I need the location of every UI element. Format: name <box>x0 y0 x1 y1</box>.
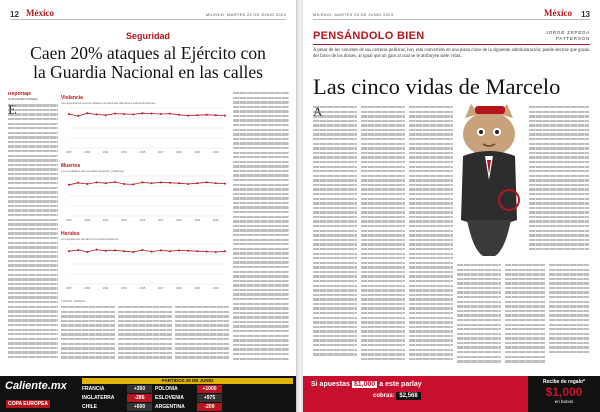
left-date-line: MILENIO, MARTES 25 DE JUNIO 2024 <box>205 12 286 17</box>
data-point <box>206 114 208 116</box>
data-point <box>96 113 98 115</box>
data-point <box>105 114 107 116</box>
team: INGLATERRA <box>82 395 115 401</box>
data-point <box>105 182 107 184</box>
tick-label: 2015 <box>139 219 146 222</box>
odds: +1000 <box>197 385 222 393</box>
data-point <box>132 251 134 253</box>
tick-label: 2017 <box>157 219 164 222</box>
team: FRANCIA <box>82 386 105 392</box>
right-section-label: México <box>544 8 572 18</box>
data-point <box>151 251 153 253</box>
data-point <box>68 250 70 252</box>
right-page <box>303 0 600 412</box>
chart-source: FUENTE: SEDENA <box>61 299 86 303</box>
data-point <box>68 184 70 186</box>
tick-label: 2023 <box>212 151 219 154</box>
match-row[interactable] <box>82 385 293 393</box>
chart-title: Muertos <box>61 163 81 169</box>
left-column-1-lines <box>8 104 58 358</box>
match-rows <box>82 385 293 411</box>
data-point <box>196 114 198 116</box>
data-point <box>123 113 125 115</box>
parlay-suffix: a este parlay <box>379 381 422 388</box>
chart-subtitle: Los agresores heridos por enfrentamientos <box>61 237 119 241</box>
left-column-5 <box>233 92 289 368</box>
data-point <box>141 249 143 251</box>
opinion-headline: Las cinco vidas de Marcelo <box>313 74 561 99</box>
odds: -286 <box>127 394 152 402</box>
left-kicker: Seguridad <box>125 31 170 41</box>
cobras-line <box>373 393 421 399</box>
left-byline-name: GUILLERMO RIVERA <box>8 96 38 101</box>
tick-label: 2019 <box>176 219 183 222</box>
left-headline <box>24 44 272 82</box>
odds: +350 <box>127 385 152 393</box>
data-point <box>215 251 217 253</box>
author-line-2: PATTERSON <box>555 36 590 41</box>
data-point <box>215 114 217 116</box>
data-point <box>224 183 226 185</box>
tick-label: 2011 <box>102 287 109 290</box>
cobras-amount: $2,568 <box>396 392 420 400</box>
right-column-5 <box>505 264 545 368</box>
data-point <box>169 113 171 115</box>
opinion-dek: A pesar de los vaivenes de sus carreras políticas, hoy está convertido en una pieza clave de la siguiente administración; puede decirse que gozan del favor de los dioses, al igual que un gato al cual se le atribuyen siete vidas. <box>313 48 590 59</box>
bonus-suffix: en bonos <box>554 399 574 404</box>
data-point <box>96 249 98 251</box>
left-byline-label: Reportaje <box>8 92 32 97</box>
data-point <box>169 250 171 252</box>
tick-label: 2013 <box>121 151 127 154</box>
tick-label: 2009 <box>84 151 91 154</box>
tick-label: 2007 <box>66 287 72 290</box>
cat-head-shape <box>463 112 515 156</box>
opinion-kicker: PENSÁNDOLO BIEN <box>313 30 425 42</box>
tick-label: 2017 <box>157 151 164 154</box>
data-point <box>132 183 134 185</box>
team: POLONIA <box>155 386 178 392</box>
cobras-label: cobras: <box>373 393 395 399</box>
tick-label: 2019 <box>176 287 183 290</box>
data-point <box>68 113 70 115</box>
author <box>546 30 590 42</box>
data-point <box>96 181 98 183</box>
tick-label: 2021 <box>194 219 201 222</box>
tick-label: 2023 <box>212 219 219 222</box>
tick-label: 2015 <box>139 151 146 154</box>
data-point <box>151 113 153 115</box>
right-column-1 <box>313 106 357 368</box>
tick-label: 2021 <box>194 287 201 290</box>
data-point <box>77 182 79 184</box>
odds: +975 <box>197 394 222 402</box>
left-headline-line-1: Caen 20% ataques al Ejército con <box>30 43 266 63</box>
odds: +600 <box>127 403 152 411</box>
data-point <box>224 115 226 117</box>
right-column-2 <box>361 106 405 368</box>
left-column-2 <box>61 306 115 370</box>
tick-label: 2011 <box>102 151 109 154</box>
data-point <box>141 112 143 114</box>
match-row[interactable] <box>82 403 293 411</box>
data-point <box>86 183 88 185</box>
data-point <box>114 249 116 251</box>
bonus-title: Recibe de regalo* <box>543 379 585 385</box>
right-column-4 <box>457 264 501 368</box>
tick-label: 2009 <box>84 287 91 290</box>
tick-label: 2013 <box>121 219 127 222</box>
series-line <box>69 250 225 252</box>
right-date-line: MILENIO, MARTES 25 DE JUNIO 2024 <box>313 12 394 17</box>
left-headline-line-2: la Guardia Nacional en las calles <box>33 62 263 82</box>
tick-label: 2007 <box>66 219 72 222</box>
data-point <box>187 250 189 252</box>
data-point <box>123 183 125 185</box>
data-point <box>123 250 125 252</box>
kicker-rule <box>313 44 590 45</box>
right-column-7 <box>549 264 589 368</box>
bonus-amount: $1,000 <box>545 385 583 399</box>
left-page <box>0 0 297 412</box>
data-point <box>114 113 116 115</box>
series-line <box>69 113 225 116</box>
chart-subtitle: Las agresiones contra militares durante las diferentes administraciones <box>61 101 156 105</box>
cat-crown <box>475 106 505 114</box>
left-running-header <box>10 8 286 20</box>
left-column-3 <box>118 306 172 370</box>
team: ARGENTINA <box>155 404 185 410</box>
tick-label: 2011 <box>102 219 109 222</box>
data-point <box>206 181 208 183</box>
data-point <box>196 182 198 184</box>
tick-label: 2009 <box>84 219 91 222</box>
team: ESLOVENIA <box>155 395 184 401</box>
data-point <box>178 249 180 251</box>
parlay-amount: $1,000 <box>353 381 376 388</box>
left-column-1 <box>8 92 58 368</box>
caliente-brand: Caliente.mx <box>5 380 67 392</box>
tick-label: 2013 <box>121 287 127 290</box>
data-point <box>206 251 208 253</box>
tick-label: 2021 <box>194 151 201 154</box>
tick-label: 2017 <box>157 287 164 290</box>
ad-header: PARTIDOS 25 DE JUNIO <box>82 378 293 384</box>
author-line-1: JORGE ZEPEDA <box>545 30 590 35</box>
data-point <box>224 250 226 252</box>
tick-label: 2023 <box>212 287 219 290</box>
tick-label: 2007 <box>66 151 72 154</box>
data-point <box>187 183 189 185</box>
left-page-number: 12 <box>10 10 19 19</box>
parlay-ad[interactable] <box>303 376 600 412</box>
data-point <box>141 181 143 183</box>
chart-title: Violencia <box>61 95 83 101</box>
charts-svg <box>61 92 229 304</box>
tick-label: 2019 <box>176 151 183 154</box>
data-point <box>105 250 107 252</box>
copa-tag: COPA EUROPEA <box>8 401 49 407</box>
right-running-header <box>313 8 590 20</box>
data-point <box>151 182 153 184</box>
data-point <box>196 250 198 252</box>
parlay-line <box>311 381 422 388</box>
series-line <box>69 182 225 185</box>
data-point <box>215 182 217 184</box>
data-point <box>187 115 189 117</box>
right-page-number: 13 <box>581 10 590 19</box>
data-point <box>160 181 162 183</box>
data-point <box>169 182 171 184</box>
data-point <box>178 114 180 116</box>
data-point <box>132 113 134 115</box>
bonus-box <box>528 376 600 412</box>
illustration-svg <box>453 100 525 260</box>
parlay-text: Si apuestas <box>311 381 350 388</box>
right-column-3 <box>409 106 453 368</box>
odds: -209 <box>197 403 222 411</box>
data-point <box>86 251 88 253</box>
data-point <box>178 182 180 184</box>
data-point <box>77 115 79 117</box>
data-point <box>160 249 162 251</box>
tick-label: 2015 <box>139 287 146 290</box>
chart-panel <box>61 92 229 304</box>
caliente-ad[interactable] <box>0 376 297 412</box>
data-point <box>77 249 79 251</box>
marcelo-cat-illustration <box>453 100 525 260</box>
data-point <box>86 112 88 114</box>
data-point <box>160 113 162 115</box>
right-column-6 <box>529 106 589 256</box>
data-point <box>114 181 116 183</box>
match-row[interactable] <box>82 394 293 402</box>
team: CHILE <box>82 404 97 410</box>
left-column-4 <box>175 306 229 370</box>
chart-subtitle: Los resultados del combate agresión (militares) <box>61 169 125 173</box>
left-section-label: México <box>26 8 54 18</box>
chart-title: Heridos <box>61 231 80 237</box>
